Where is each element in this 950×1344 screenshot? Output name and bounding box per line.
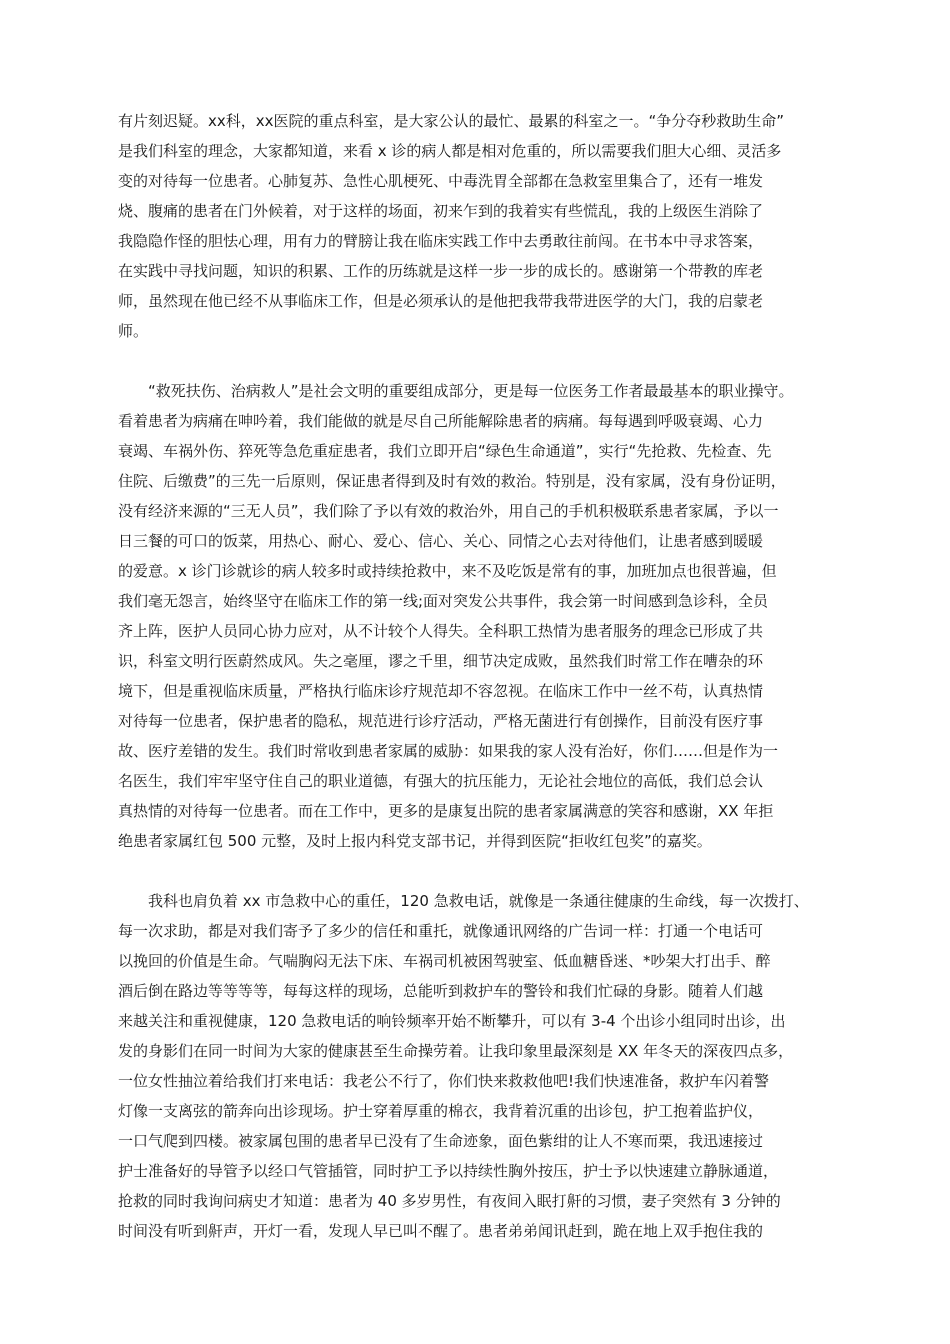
- text-line: 护士准备好的导管予以经口气管插管，同时护工予以持续性胸外按压，护士予以快速建立静脉通道，: [118, 1162, 779, 1180]
- text-line: 来越关注和重视健康，120 急救电话的响铃频率开始不断攀升，可以有 3-4 个出诊小组同时出诊，出: [118, 1012, 786, 1030]
- text-line: 我隐隐作怪的胆怯心理，用有力的臂膀让我在临床实践工作中去勇敢往前闯。在书本中寻求答案，: [118, 232, 764, 250]
- text-line: 在实践中寻找问题，知识的积累、工作的历练就是这样一步一步的成长的。感谢第一个带教的库老: [118, 262, 764, 280]
- text-line: 日三餐的可口的饭菜，用热心、耐心、爱心、信心、关心、同情之心去对待他们，让患者感到暖暖: [118, 532, 764, 550]
- text-line: 一口气爬到四楼。被家属包围的患者早已没有了生命迹象，面色紫绀的让人不寒而栗，我迅速接过: [118, 1132, 764, 1150]
- text-line: 一位女性抽泣着给我们打来电话：我老公不行了，你们快来救救他吧!我们快速准备，救护车闪着警: [118, 1072, 770, 1090]
- paragraph-3: [118, 886, 838, 1246]
- text-line: 发的身影们在同一时间为大家的健康甚至生命操劳着。让我印象里最深刻是 XX 年冬天的深夜四点多，: [118, 1042, 794, 1060]
- text-line: 酒后倒在路边等等等等，每每这样的现场，总能听到救护车的警铃和我们忙碌的身影。随着人们越: [118, 982, 764, 1000]
- text-line: 师。: [118, 322, 149, 340]
- text-line: 绝患者家属红包 500 元整，及时上报内科党支部书记，并得到医院“拒收红包奖”的嘉奖。: [118, 832, 712, 850]
- text-line: 衰竭、车祸外伤、猝死等急危重症患者，我们立即开启“绿色生命通道”，实行“先抢救、先检查、先: [118, 442, 772, 460]
- text-line: 故、医疗差错的发生。我们时常收到患者家属的威胁：如果我的家人没有治好，你们……但是作为一: [118, 742, 779, 760]
- text-line: 是我们科室的理念，大家都知道，来看 x 诊的病人都是相对危重的，所以需要我们胆大心细、灵活多: [118, 142, 782, 160]
- text-line: 真热情的对待每一位患者。而在工作中，更多的是康复出院的患者家属满意的笑容和感谢，XX 年拒: [118, 802, 774, 820]
- text-line: 我科也肩负着 xx 市急救中心的重任，120 急救电话，就像是一条通往健康的生命线，每一次拨打、: [148, 892, 809, 910]
- text-line: 境下，但是重视临床质量，严格执行临床诊疗规范却不容忽视。在临床工作中一丝不苟，认真热情: [118, 682, 764, 700]
- text-line: 我们毫无怨言，始终坚守在临床工作的第一线;面对突发公共事件，我会第一时间感到急诊科，全员: [118, 592, 769, 610]
- text-line: 每一次求助，都是对我们寄予了多少的信任和重托，就像通讯网络的广告词一样：打通一个电话可: [118, 922, 764, 940]
- text-line: 灯像一支离弦的箭奔向出诊现场。护士穿着厚重的棉衣，我背着沉重的出诊包，护工抱着监护仪，: [118, 1102, 764, 1120]
- paragraph-1: [118, 106, 838, 346]
- text-line: 住院、后缴费”的三先一后原则，保证患者得到及时有效的救治。特别是，没有家属，没有身份证明，: [118, 472, 786, 490]
- text-line: 烧、腹痛的患者在门外候着，对于这样的场面，初来乍到的我着实有些慌乱，我的上级医生消除了: [118, 202, 764, 220]
- text-line: 名医生，我们牢牢坚守住自己的职业道德，有强大的抗压能力，无论社会地位的高低，我们总会认: [118, 772, 764, 790]
- paragraph-2: [118, 376, 838, 856]
- text-line: 的爱意。x 诊门诊就诊的病人较多时或持续抢救中，来不及吃饭是常有的事，加班加点也很普遍，但: [118, 562, 777, 580]
- text-line: 没有经济来源的“三无人员”，我们除了予以有效的救治外，用自己的手机积极联系患者家属，予以一: [118, 502, 779, 520]
- text-line: 变的对待每一位患者。心肺复苏、急性心肌梗死、中毒洗胃全部都在急救室里集合了，还有一堆发: [118, 172, 764, 190]
- text-line: 识，科室文明行医蔚然成风。失之毫厘，谬之千里，细节决定成败，虽然我们时常工作在嘈杂的环: [118, 652, 764, 670]
- text-line: 抢救的同时我询问病史才知道：患者为 40 多岁男性，有夜间入眠打鼾的习惯，妻子突然有 3 分钟的: [118, 1192, 781, 1210]
- text-line: “救死扶伤、治病救人”是社会文明的重要组成部分，更是每一位医务工作者最最基本的职业操守。: [148, 382, 794, 400]
- document-page: [118, 106, 838, 1246]
- text-line: 看着患者为病痛在呻吟着，我们能做的就是尽自己所能解除患者的病痛。每每遇到呼吸衰竭、心力: [118, 412, 764, 430]
- text-line: 以挽回的价值是生命。气喘胸闷无法下床、车祸司机被困驾驶室、低血糖昏迷、*吵架大打出手、醉: [118, 952, 771, 970]
- text-line: 师，虽然现在他已经不从事临床工作，但是必须承认的是他把我带我带进医学的大门，我的启蒙老: [118, 292, 764, 310]
- text-line: 齐上阵，医护人员同心协力应对，从不计较个人得失。全科职工热情为患者服务的理念已形成了共: [118, 622, 764, 640]
- text-line: 对待每一位患者，保护患者的隐私，规范进行诊疗活动，严格无菌进行有创操作，目前没有医疗事: [118, 712, 764, 730]
- text-line: 时间没有听到鼾声，开灯一看，发现人早已叫不醒了。患者弟弟闻讯赶到，跪在地上双手抱住我的: [118, 1222, 764, 1240]
- text-line: 有片刻迟疑。xx科，xx医院的重点科室，是大家公认的最忙、最累的科室之一。“争分夺秒救助生命”: [118, 112, 785, 130]
